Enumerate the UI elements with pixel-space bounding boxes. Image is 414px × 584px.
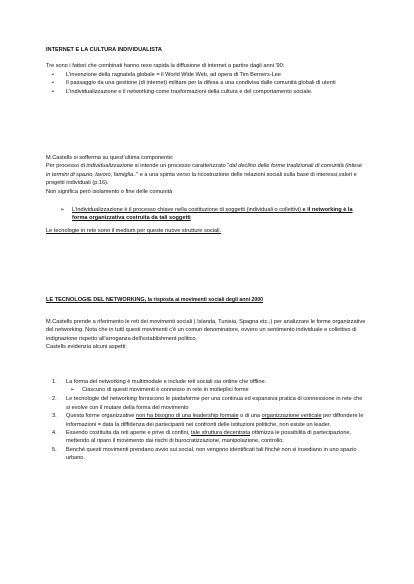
section-2-intro: M.Castells prende a riferimento le reti dei movimenti sociali ( Islanda, Tunisia, Spagna etc..) per analizzare le forme organizzative del networking. Nota che in tutti questi movimenti c'è un comun denominatore, ovvero un sentimento individuale e collettivo di indignazione rispetto all'arroganza dell'establishment politico. (46, 319, 366, 342)
conclusion-line (46, 227, 366, 235)
section-1-bullets (46, 71, 366, 96)
text-run: Per processo di (46, 163, 87, 170)
text-run: per diffondere le informazioni = data la diffidenza dei partecipanti nei confronti delle istituzioni politiche, non esiste un leader. (66, 413, 364, 428)
paragraph-body (46, 162, 366, 187)
section-2-title-rest: la risposta ai movimenti sociali degli anni 2000 (146, 297, 264, 303)
section-2-numbered (46, 378, 366, 463)
bullet-list (46, 71, 366, 96)
conclusion-text: Le tecnologie in rete sono il medium per queste nuove strutture sociali. (46, 228, 222, 234)
numbered-list (46, 378, 366, 463)
list-number: 1. (52, 379, 57, 385)
text-run: si intende un processo caratterizzato " (133, 163, 230, 170)
section-1-conclusion (46, 227, 366, 235)
underlined-text: non ha bisogno di una leadership formale (135, 413, 239, 420)
section-1-intro: Tre sono i fattori che combinati hanno reso rapida la diffusione di internet a partire dagli anni '90: (46, 63, 285, 69)
quoted-text: dal declino delle forme tradizionali di comunità (intese in termini di spazio, lavoro, famiglia.. (46, 163, 363, 178)
underlined-text: L'individualizzazione è il processo chiave nella costituzione di soggetti (individuali o collettivi) (72, 207, 303, 213)
bullet-icon: • (52, 88, 54, 95)
list-item (46, 395, 366, 412)
bullet-icon: • (52, 72, 54, 78)
text-run: ottimizza le possibilità di partecipazione, mettendo al riparo il movimento dai rischi di burocratizzazione, manipolazione, controllo. (66, 429, 352, 445)
list-number: 2. (52, 396, 57, 403)
arrow-icon: ➢ (70, 387, 75, 394)
text-run: o di una (238, 413, 262, 420)
list-item-text: Questa forme organizzative (66, 413, 136, 420)
section-1-title (46, 46, 366, 54)
list-item (46, 446, 366, 463)
list-item (46, 71, 366, 79)
underlined-text: tale struttura decentrata (191, 429, 251, 436)
list-number: 4. (52, 429, 57, 436)
list-number: 5. (52, 446, 57, 453)
section-1-arrow-block (46, 206, 366, 223)
section-2-intro-block (46, 318, 366, 352)
emphasis-text: individualizzazione (86, 163, 134, 170)
paragraph-note: Non significa però isolamento o fine delle comunità (46, 188, 173, 195)
section-2-title-bold: LE TECNOLOGIE DEL NETWORKING, (46, 297, 147, 303)
list-item-text: La forma del networking è multimodale e include reti sociali sia online che offline. (66, 379, 267, 385)
list-item-text: L'individualizzazione e il networking come trasformazioni della cultura e del comportamento sociale. (66, 88, 313, 95)
list-item (46, 88, 366, 96)
arrow-icon: ➢ (60, 207, 65, 213)
list-item (46, 378, 366, 386)
bold-underlined-text: e il networking è la forma organizzativa costruita da tali soggetti (72, 207, 353, 222)
sub-list-item (46, 386, 366, 394)
list-item (46, 206, 366, 223)
paragraph-lead: M.Castells si sofferma su quest'ultima componente: (46, 155, 174, 161)
list-item (46, 79, 366, 87)
section-1-intro-block (46, 62, 366, 70)
underlined-text: organizzazione verticale (261, 413, 322, 420)
section-2 (46, 296, 366, 304)
bullet-icon: • (52, 80, 54, 87)
section-1 (46, 46, 366, 54)
section-1-title-text: INTERNET E LA CULTURA INDIVIDUALISTA (46, 47, 162, 53)
sub-list-item-text: Ciascuno di questi movimenti è connesso in rete in molteplici forme (82, 387, 249, 394)
list-item-text: Benché questi movimenti prendano avvio sui social, non vengono identificati tali finché non si insediano in uno spazio urbano. (66, 446, 357, 462)
list-item-text: Il passaggio da una gestione (di internet) militare per la difesa a una condivisa dalle comunità globali di utenti (66, 80, 336, 87)
list-item-text: Essendo costituita da reti aperte e prive di confini, (66, 429, 191, 436)
list-item-text: Le tecnologie del networking forniscono le piattaforme per una continua ed espansiva pratica di connessione in rete che si evolve con il mutare della forma del movimento (66, 396, 363, 411)
arrow-list (46, 206, 366, 223)
list-number: 3. (52, 413, 57, 420)
list-item (46, 429, 366, 446)
section-1-paragraph-2 (46, 154, 366, 196)
section-2-lead: Castells evidenzia alcuni aspetti: (46, 344, 127, 351)
section-2-title (46, 296, 366, 304)
list-item (46, 412, 366, 429)
list-item-text: L'invenzione della ragnatela globale = il World Wide Web, ad opera di Tim Berners-Lee (66, 72, 281, 78)
text-run: " e a una spinta verso la ricostruzione delle relazioni sociali sulla base di interessi,valori e progetti individuali (p.16). (46, 171, 357, 187)
